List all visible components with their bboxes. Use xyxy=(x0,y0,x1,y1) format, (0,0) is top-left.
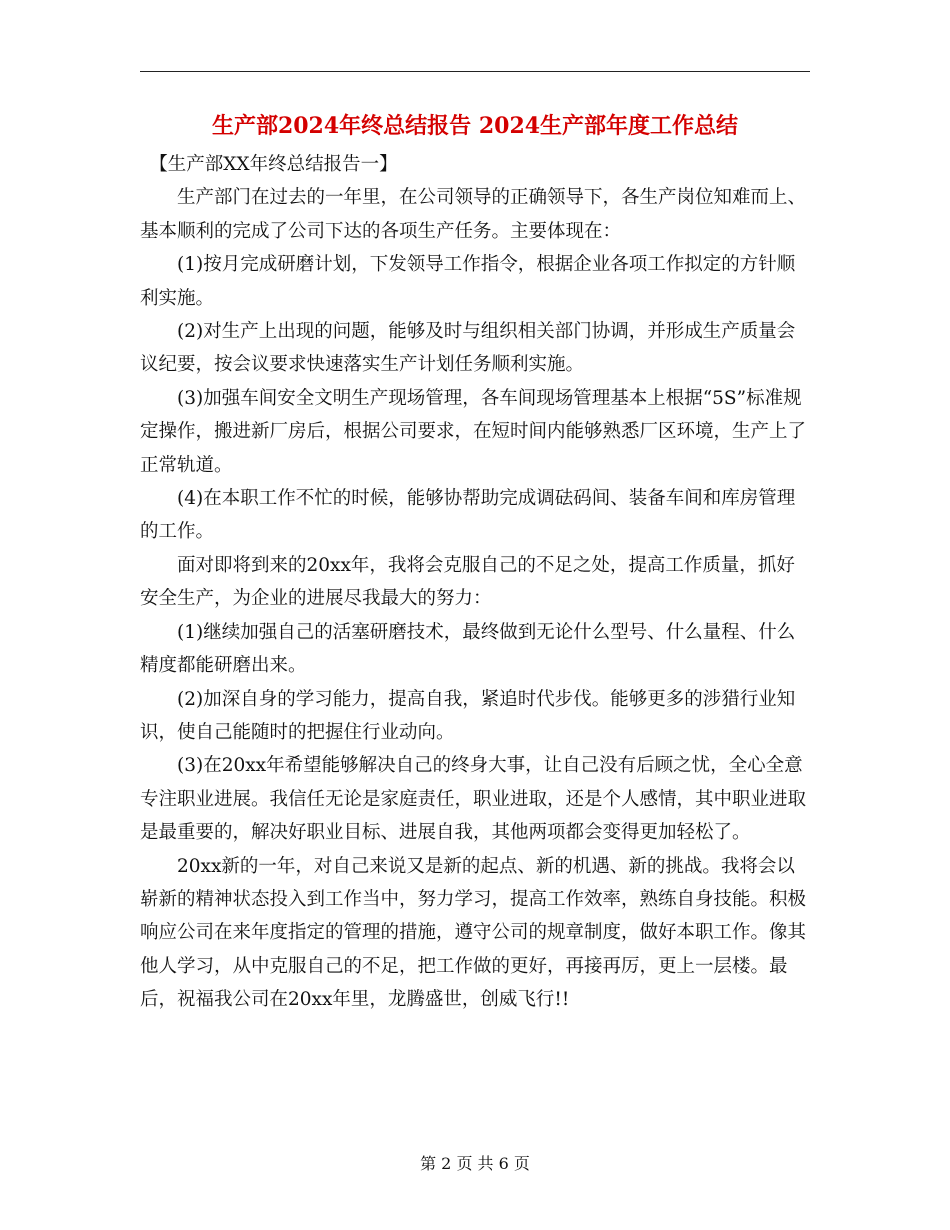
paragraph-closing: 20xx新的一年，对自己来说又是新的起点、新的机遇、新的挑战。我将会以崭新的精神状态投入到工作当中，努力学习，提高工作效率，熟练自身技能。积极响应公司在来年度指定的管理的措施，遵守公司的规章制度，做好本职工作。像其他人学习，从中克服自己的不足，把工作做的更好，再接再厉，更上一层楼。最后，祝福我公司在20xx年里，龙腾盛世，创威飞行!! xyxy=(140,855,807,1011)
document-body xyxy=(140,148,810,1017)
document-title: 生产部2024年终总结报告 2024生产部年度工作总结 xyxy=(211,113,739,139)
paragraph-intro: 生产部门在过去的一年里，在公司领导的正确领导下，各生产岗位知难而上、基本顺利的完成了公司下达的各项生产任务。主要体现在： xyxy=(140,187,807,242)
paragraph-plan-2: (2)加深自身的学习能力，提高自我，紧追时代步伐。能够更多的涉猎行业知识，使自己能随时的把握住行业动向。 xyxy=(140,688,796,743)
header-rule xyxy=(140,71,810,72)
paragraph-item-2: (2)对生产上出现的问题，能够及时与组织相关部门协调，并形成生产质量会议纪要，按会议要求快速落实生产计划任务顺利实施。 xyxy=(140,321,796,376)
paragraph-plan-intro: 面对即将到来的20xx年，我将会克服自己的不足之处，提高工作质量，抓好安全生产，为企业的进展尽我最大的努力： xyxy=(140,554,795,610)
paragraph-item-1: (1)按月完成研磨计划，下发领导工作指令，根据企业各项工作拟定的方针顺利实施。 xyxy=(140,254,796,309)
page-number: 第 2 页 共 6 页 xyxy=(420,1154,530,1173)
paragraph-item-4: (4)在本职工作不忙的时候，能够协帮助完成调砝码间、装备车间和库房管理的工作。 xyxy=(140,488,796,543)
paragraph-plan-3: (3)在20xx年希望能够解决自己的终身大事，让自己没有后顾之忧，全心全意专注职业进展。我信任无论是家庭责任，职业进取，还是个人感情，其中职业进取是最重要的，解决好职业目标、进展自我，其他两项都会变得更加轻松了。 xyxy=(140,755,807,844)
paragraph-item-3: (3)加强车间安全文明生产现场管理，各车间现场管理基本上根据“5S”标准规定操作，搬进新厂房后，根据公司要求，在短时间内能够熟悉厂区环境，生产上了正常轨道。 xyxy=(140,387,807,476)
section-heading: 【生产部XX年终总结报告一】 xyxy=(149,154,398,175)
paragraph-plan-1: (1)继续加强自己的活塞研磨技术，最终做到无论什么型号、什么量程、什么精度都能研磨出来。 xyxy=(140,621,796,677)
